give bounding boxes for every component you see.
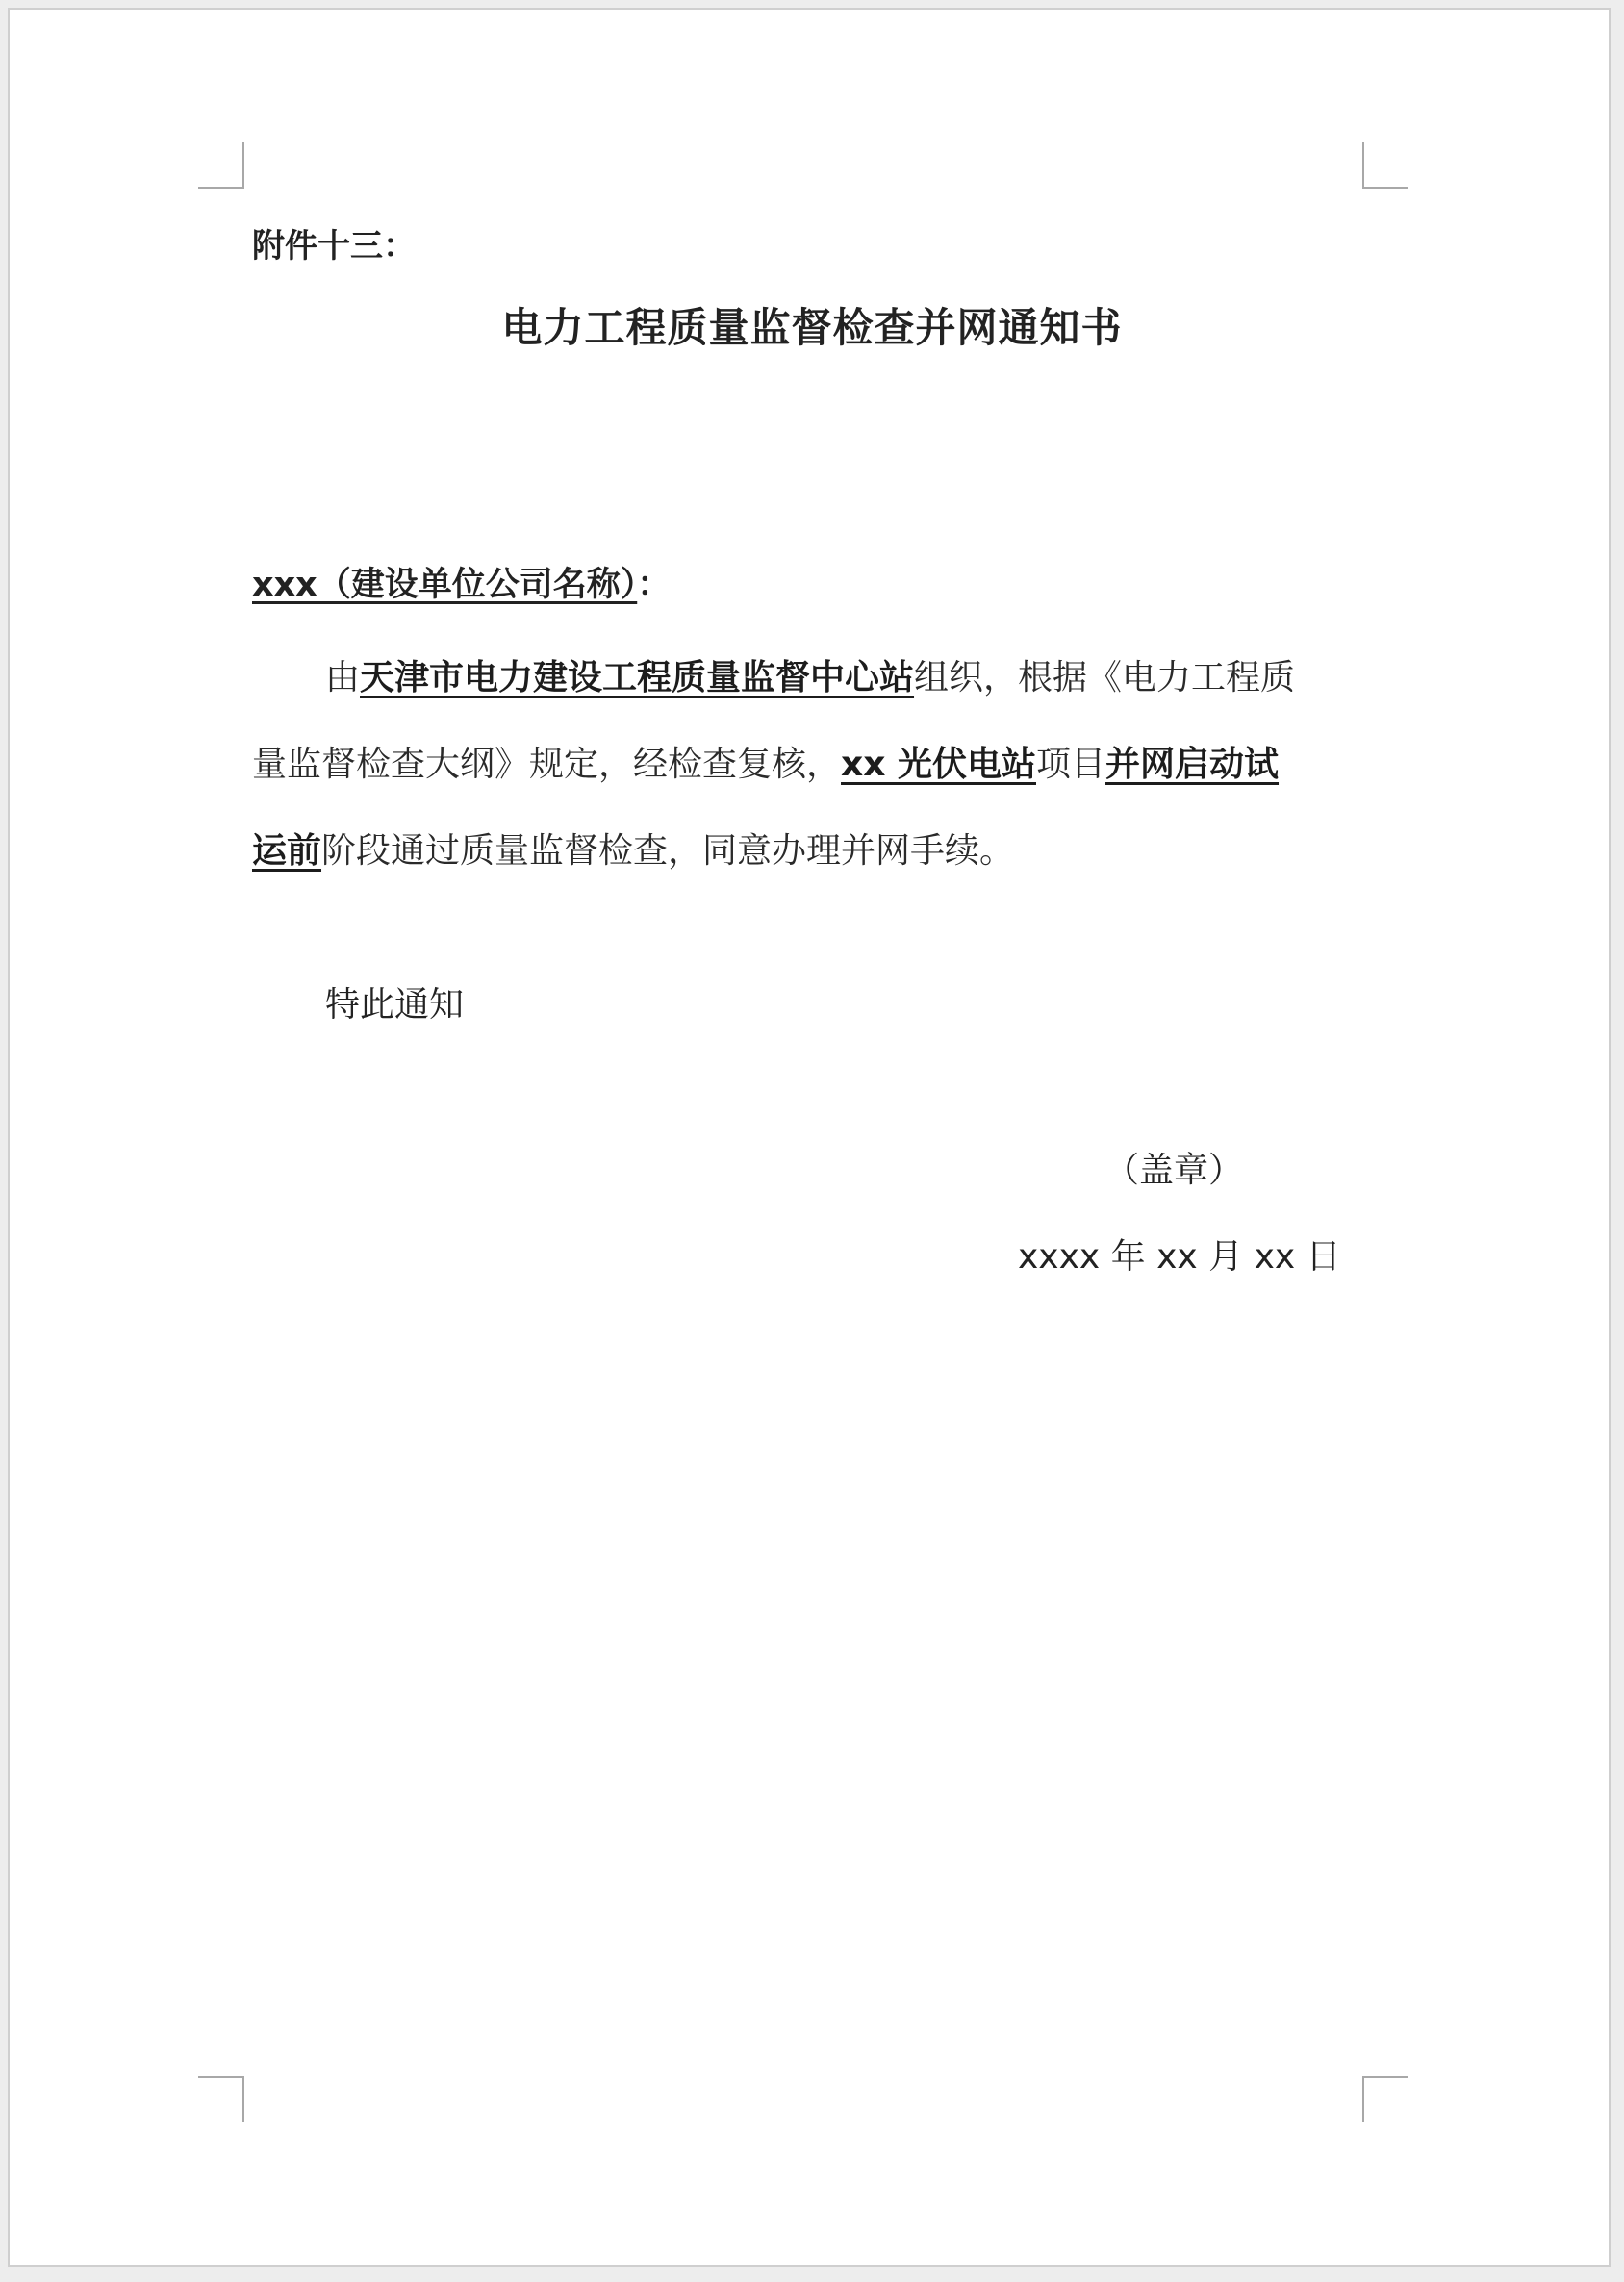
crop-mark-bottom-left: [198, 2076, 244, 2122]
body-line3-rest: 阶段通过质量监督检查，同意办理并网手续。: [321, 831, 1015, 871]
body-line-3: [252, 808, 1368, 895]
crop-mark-top-left: [198, 142, 244, 189]
body-line1-prefix: 由: [325, 658, 361, 697]
crop-mark-bottom-right: [1362, 2076, 1408, 2122]
seal-placeholder: （盖章）: [1104, 1151, 1244, 1190]
body-paragraph: [252, 635, 1368, 895]
body-project-name: xx 光伏电站: [841, 745, 1036, 784]
recipient-line: [252, 558, 671, 606]
crop-mark-top-right: [1362, 142, 1408, 189]
body-line2-start: 量监督检查大纲》规定，经检查复核，: [252, 745, 842, 784]
body-organization: 天津市电力建设工程质量监督中心站: [360, 658, 915, 697]
document-title: 电力工程质量监督检查并网通知书: [501, 304, 1123, 351]
body-stage-part1: 并网启动试: [1105, 745, 1280, 784]
closing-line: 特此通知: [325, 985, 465, 1025]
body-line2-mid: 项目: [1036, 745, 1106, 784]
recipient-suffix: ：: [637, 566, 672, 604]
recipient-name: xxx（建设单位公司名称）: [252, 566, 638, 604]
body-stage-part2: 运前: [252, 831, 322, 871]
attachment-label: 附件十三：: [252, 227, 416, 266]
body-line1-rest: 组织，根据《电力工程质: [914, 658, 1296, 697]
date-line: xxxx 年 xx 月 xx 日: [1018, 1237, 1341, 1277]
body-line-2: [252, 722, 1368, 808]
body-line-1: [252, 635, 1368, 722]
